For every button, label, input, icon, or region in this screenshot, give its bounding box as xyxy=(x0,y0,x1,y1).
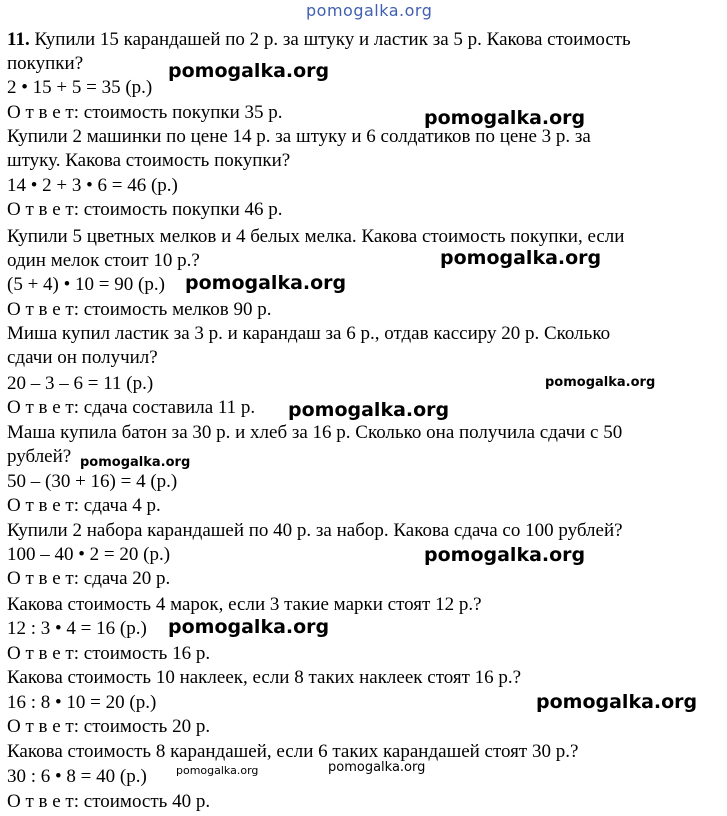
text-line-6: 14 • 2 + 3 • 6 = 46 (р.) xyxy=(7,175,178,196)
watermark: pomogalka.org xyxy=(545,375,656,390)
watermark: pomogalka.org xyxy=(440,247,602,269)
text-line-13: сдачи он получил? xyxy=(7,347,158,368)
text-line-31: О т в е т: стоимость 40 р. xyxy=(7,791,211,812)
text-line-2: 2 • 15 + 5 = 35 (р.) xyxy=(7,77,153,98)
text-line-17: рублей? xyxy=(7,446,72,467)
text-line-18: 50 – (30 + 16) = 4 (р.) xyxy=(7,471,178,492)
text-line-8: Купили 5 цветных мелков и 4 белых мелка. Какова стоимость покупки, если xyxy=(7,226,625,247)
text-line-7: О т в е т: стоимость покупки 46 р. xyxy=(7,199,283,220)
watermark: pomogalka.org xyxy=(185,272,347,294)
text-line-10: (5 + 4) • 10 = 90 (р.) xyxy=(7,274,165,295)
text-line-30: 30 : 6 • 8 = 40 (р.) xyxy=(7,766,147,787)
text-line-27: 16 : 8 • 10 = 20 (р.) xyxy=(7,692,157,713)
text-line-0: Купили 15 карандашей по 2 р. за штуку и ластик за 5 р. Какова стоимость xyxy=(29,29,631,50)
text-line-26: Какова стоимость 10 наклеек, если 8 таких наклеек стоят 16 р.? xyxy=(7,667,522,688)
task-number: 11. xyxy=(7,29,30,50)
text-line-5: штуку. Какова стоимость покупки? xyxy=(7,150,291,171)
watermark: pomogalka.org xyxy=(536,691,698,713)
text-line-3: О т в е т: стоимость покупки 35 р. xyxy=(7,102,283,123)
text-line-11: О т в е т: стоимость мелков 90 р. xyxy=(7,299,272,320)
text-line xyxy=(7,28,631,52)
watermark: pomogalka.org xyxy=(424,107,586,129)
text-line-20: Купили 2 набора карандашей по 40 р. за набор. Какова сдача со 100 рублей? xyxy=(7,520,623,541)
text-line-24: 12 : 3 • 4 = 16 (р.) xyxy=(7,618,147,639)
watermark: pomogalka.org xyxy=(168,60,330,82)
watermark: pomogalka.org xyxy=(176,764,259,777)
watermark: pomogalka.org xyxy=(424,544,586,566)
text-line-14: 20 – 3 – 6 = 11 (р.) xyxy=(7,373,154,394)
text-line-15: О т в е т: сдача составила 11 р. xyxy=(7,397,256,418)
text-line-29: Какова стоимость 8 карандашей, если 6 таких карандашей стоят 30 р.? xyxy=(7,741,579,762)
text-line-16: Маша купила батон за 30 р. и хлеб за 16 р. Сколько она получила сдачи с 50 xyxy=(7,422,623,443)
text-line-1: покупки? xyxy=(7,53,84,74)
text-line-9: один мелок стоит 10 р.? xyxy=(7,250,200,271)
text-line-12: Миша купил ластик за 3 р. и карандаш за 6 р., отдав кассиру 20 р. Сколько xyxy=(7,323,611,344)
text-line-21: 100 – 40 • 2 = 20 (р.) xyxy=(7,544,171,565)
text-line-22: О т в е т: сдача 20 р. xyxy=(7,568,171,589)
text-line-25: О т в е т: стоимость 16 р. xyxy=(7,643,211,664)
watermark: pomogalka.org xyxy=(288,399,450,421)
watermark: pomogalka.org xyxy=(328,760,426,775)
text-line-28: О т в е т: стоимость 20 р. xyxy=(7,716,211,737)
text-line-19: О т в е т: сдача 4 р. xyxy=(7,495,161,516)
text-line-23: Какова стоимость 4 марок, если 3 такие марки стоят 12 р.? xyxy=(7,594,482,615)
watermark: pomogalka.org xyxy=(80,455,191,470)
watermark: pomogalka.org xyxy=(168,616,330,638)
text-line-4: Купили 2 машинки по цене 14 р. за штуку и 6 солдатиков по цене 3 р. за xyxy=(7,126,591,147)
watermark-top: pomogalka.org xyxy=(306,1,433,20)
